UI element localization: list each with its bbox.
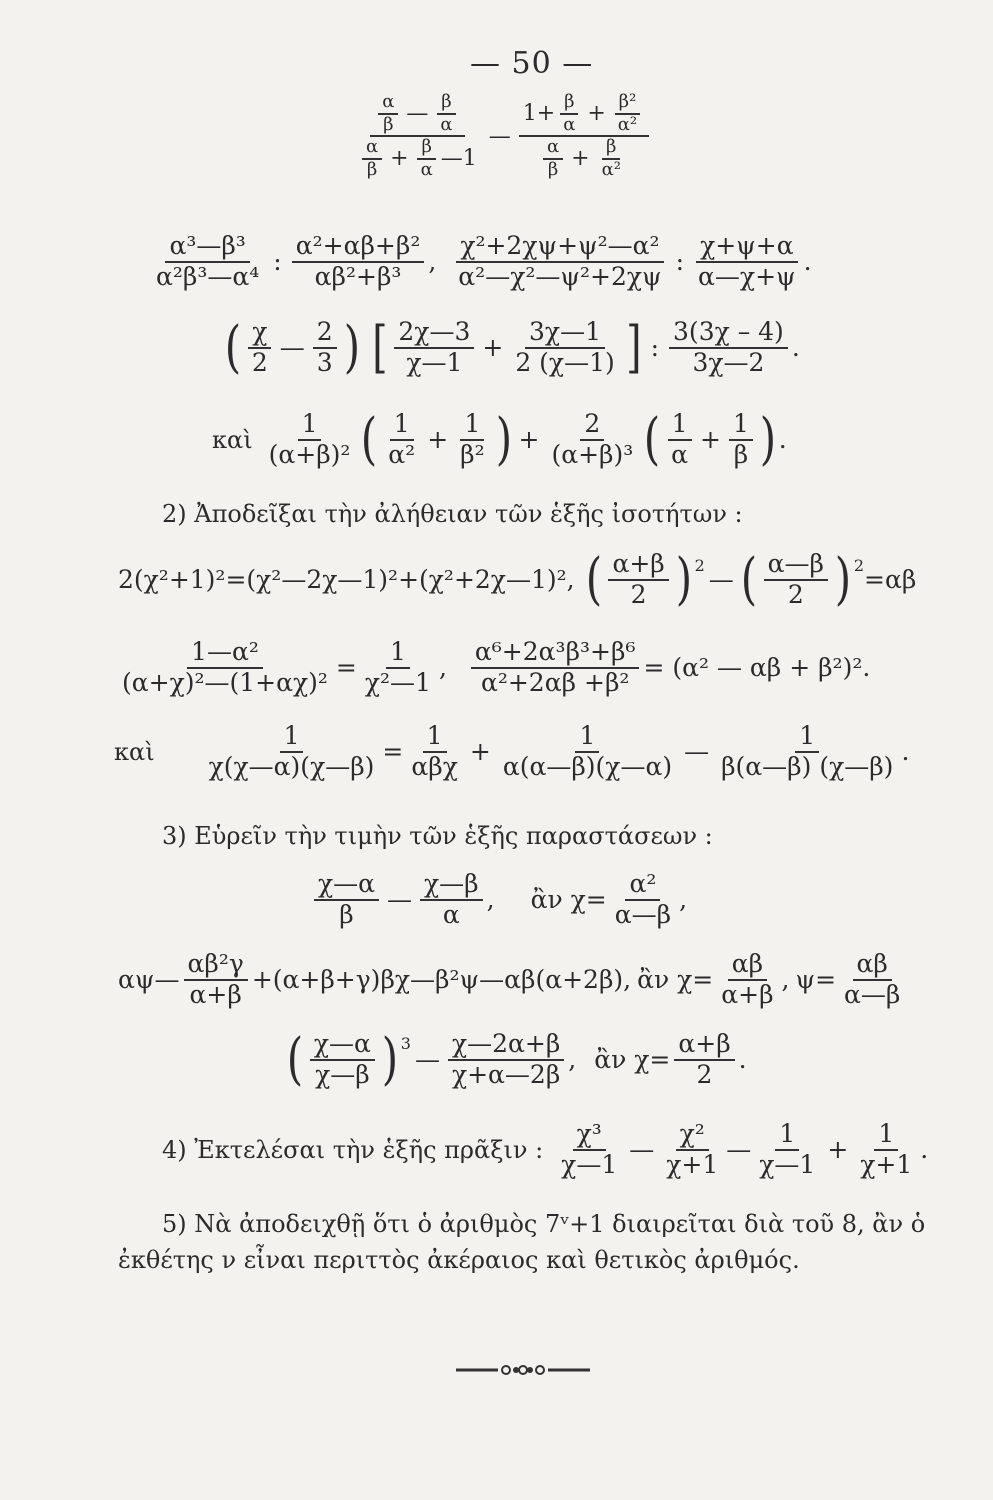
fraction: $\frac{1}{\beta(\alpha—\beta) (\chi—\beta)}$ <box>721 721 894 781</box>
fraction: $\frac{\alpha—\beta}{2}$ <box>764 550 828 610</box>
fraction: $\frac{\text{1—α²}}{\text{(α+χ)²—(1+αχ)²}}$ <box>122 637 328 697</box>
expression-compound-fraction <box>350 92 653 181</box>
fraction: $\frac{1}{\text{α²}}$ <box>388 409 416 469</box>
fraction: $\frac{\text{α²+αβ+β²}}{\text{αβ²+β³}}$ <box>292 232 425 292</box>
fraction: $\frac{1}{\text{χ²—1}}$ <box>364 637 431 697</box>
fraction: $\frac{\alpha}{\beta}$ <box>378 92 398 135</box>
fraction: $\frac{\beta}{\alpha}$ <box>436 92 456 135</box>
fraction: $\frac{2}{\text{(α+β)³}}$ <box>551 409 634 469</box>
fraction: $\frac{\alpha}{\beta}$ <box>362 137 382 180</box>
fraction: $\frac{\chi}{2}$ <box>248 318 272 378</box>
fraction: $\frac{\beta}{\alpha}$ <box>417 137 437 180</box>
identity-1: 2(χ²+1)²=(χ²—2χ—1)²+(χ²+2χ—1)², <box>118 565 575 595</box>
section-4-heading: 4) Ἐκτελέσαι τὴν ἑξῆς πρᾶξιν : <box>162 1135 544 1164</box>
fraction: $\frac{\alpha\beta}{\alpha—\beta}$ <box>844 949 901 1009</box>
fraction: $\frac{1}{\chi+1}$ <box>860 1119 913 1179</box>
fraction: $\frac{\text{α³—β³}}{\text{α²β³—α⁴}}$ <box>156 231 260 291</box>
evaluation-1: $\frac{\chi—\alpha}{\beta}$ — $\frac{\chi—\beta}{\alpha}$ , ἂν χ= $\frac{\text{α²}}{\alpha—\beta}$ , <box>310 870 687 930</box>
fraction: $\frac{1}{\chi(\chi—\alpha)(\chi—\beta)}$ <box>208 721 375 781</box>
expression-row-3: ( $\frac{\chi}{2}$ — $\frac{2}{3}$ ) [ $\frac{2\chi—3}{\chi—1}$ + $\frac{3\chi—1}{2 (\chi—1)}$ ] : $\frac{3(3\chi - 4)}{3\chi—2}$ . <box>224 314 800 380</box>
fraction: $\frac{\chi—\beta}{\alpha}$ <box>420 870 483 930</box>
section-3-heading: 3) Εὑρεῖν τὴν τιμὴν τῶν ἑξῆς παραστάσεων : <box>162 822 713 850</box>
identity-row-1: 2(χ²+1)²=(χ²—2χ—1)²+(χ²+2χ—1)², ( $\frac{\alpha+\beta}{2}$ ) 2 — ( $\frac{\alpha—\beta}{2}$ ) 2 =αβ <box>118 546 917 612</box>
fraction: $\frac{1}{\text{β²}}$ <box>460 409 485 469</box>
fraction: $\frac{1}{\text{(α+β)²}}$ <box>268 409 351 469</box>
expression-row-4: καὶ $\frac{1}{\text{(α+β)²}}$ ( $\frac{1}{\text{α²}}$ + $\frac{1}{\text{β²}}$ ) + $\frac{2}{\text{(α+β)³}}$ ( $\frac{1}{\alpha}$ + $\frac{1}{\beta}$ ) . <box>212 406 787 472</box>
fraction: $\frac{\chi+\psi+\alpha}{\alpha—\chi+\psi}$ <box>698 231 796 291</box>
fraction: $\frac{\text{χ²}}{\chi+1}$ <box>666 1119 719 1179</box>
identity-row-2: $\frac{\text{1—α²}}{\text{(α+χ)²—(1+αχ)²}}$ = $\frac{1}{\text{χ²—1}}$ , $\frac{\text{α⁶+2α³β³+β⁶}}{\text{α²+2αβ +β²}}$ = (α² — αβ + β²)². <box>114 638 870 698</box>
fraction: $\frac{1}{\chi—1}$ <box>759 1119 816 1179</box>
fraction: $\frac{\alpha+\beta}{2}$ <box>674 1030 734 1090</box>
fraction: $\frac{1}{\alpha}$ <box>667 410 692 470</box>
fraction: $\frac{1}{\beta}$ <box>729 410 753 470</box>
fraction: $\frac{\text{β²}}{\text{α²}}$ <box>614 92 641 135</box>
fraction: $\frac{1}{\text{αβχ}}$ <box>411 721 458 781</box>
expression-row-2: $\frac{\text{α³—β³}}{\text{α²β³—α⁴}}$ : $\frac{\text{α²+αβ+β²}}{\text{αβ²+β³}}$ , $\frac{\text{χ²+2χψ+ψ²—α²}}{\text{α²—χ²—ψ²+2χψ}}$ : $\frac{\chi+\psi+\alpha}{\alpha—\chi+\psi}$ . <box>148 232 812 292</box>
evaluation-3: ( $\frac{\chi—\alpha}{\chi—\beta}$ ) 3 — $\frac{\chi—2\alpha+\beta}{\chi+\alpha—2\beta}$ , ἂν χ= $\frac{\alpha+\beta}{2}$ . <box>286 1026 747 1092</box>
section-5-line-1: 5) Νὰ ἀποδειχθῇ ὅτι ὁ ἀριθμὸς 7ᵛ+1 διαιρεῖται διὰ τοῦ 8, ἂν ὁ <box>162 1210 926 1238</box>
identity-row-3: καὶ $\frac{1}{\chi(\chi—\alpha)(\chi—\beta)}$ = $\frac{1}{\text{αβχ}}$ + $\frac{1}{\alpha(\alpha—\beta)(\chi—\alpha)}$ — $\frac{1}{\beta(\alpha—\beta) (\chi—\beta)}$ . <box>114 721 910 781</box>
fraction: $\frac{\chi—\alpha}{\beta}$ <box>314 870 379 930</box>
fraction: $\frac{\text{αβ²γ}}{\alpha+\beta}$ <box>184 950 248 1010</box>
section-2-heading: 2) Ἀποδεῖξαι τὴν ἀλήθειαν τῶν ἑξῆς ἰσοτήτων : <box>162 500 743 528</box>
fraction: $\frac{3\chi—1}{2 (\chi—1)}$ <box>515 317 615 377</box>
fraction: $\frac{2\chi—3}{\chi—1}$ <box>394 318 474 378</box>
fraction: $\frac{2}{3}$ <box>313 318 337 378</box>
fraction: $\frac{\alpha+\beta}{2}$ <box>608 550 668 610</box>
fraction: $\frac{\alpha}{\beta}$ <box>543 137 563 180</box>
fraction: $\frac{\beta}{\text{α²}}$ <box>601 136 621 181</box>
section-5-line-2: ἐκθέτης ν εἶναι περιττὸς ἀκέραιος καὶ θετικὸς ἀριθμός. <box>118 1246 800 1274</box>
fraction: $\frac{\chi—\alpha}{\chi—\beta}$ <box>310 1030 375 1090</box>
minus-sign: — <box>488 123 511 149</box>
ornament-divider <box>456 1362 590 1378</box>
fraction: $\frac{1}{\alpha(\alpha—\beta)(\chi—\alpha)}$ <box>502 721 673 781</box>
fraction: $\frac{3(3\chi - 4)}{3\chi—2}$ <box>669 318 788 378</box>
fraction: $\frac{\alpha\beta}{\alpha+\beta}$ <box>721 949 774 1009</box>
evaluation-2: αψ— $\frac{\text{αβ²γ}}{\alpha+\beta}$ +(α+β+γ)βχ—β²ψ—αβ(α+2β), ἂν χ= $\frac{\alpha\beta}{\alpha+\beta}$ , ψ= $\frac{\alpha\beta}{\alpha—\beta}$ <box>118 950 908 1010</box>
fraction: $\frac{\text{α²}}{\alpha—\beta}$ <box>614 869 672 929</box>
section-4: 4) Ἐκτελέσαι τὴν ἑξῆς πρᾶξιν : $\frac{\text{χ³}}{\chi—1}$ — $\frac{\text{χ²}}{\chi+1}$ — $\frac{1}{\chi—1}$ + $\frac{1}{\chi+1}$ . <box>162 1119 929 1179</box>
big-fraction-right: 1+ $\frac{\beta}{\alpha}$ + $\frac{\text{β²}}{\text{α²}}$ $\frac{\alpha}{\beta}$ + $\frac{\beta}{\text{α²}}$ <box>519 92 649 181</box>
page-number: — 50 — <box>470 46 594 81</box>
fraction: $\frac{\text{χ²+2χψ+ψ²—α²}}{\text{α²—χ²—ψ²+2χψ}}$ <box>458 231 662 291</box>
fraction: $\frac{\chi—2\alpha+\beta}{\chi+\alpha—2\beta}$ <box>448 1030 564 1090</box>
fraction: $\frac{\text{χ³}}{\chi—1}$ <box>561 1119 618 1179</box>
big-fraction-left: $\frac{\alpha}{\beta}$ — $\frac{\beta}{\alpha}$ $\frac{\alpha}{\beta}$ + $\frac{\beta}{\alpha}$ —1 <box>354 92 481 181</box>
fraction: $\frac{\text{α⁶+2α³β³+β⁶}}{\text{α²+2αβ +β²}}$ <box>471 638 640 698</box>
fraction: $\frac{\beta}{\alpha}$ <box>559 92 579 135</box>
